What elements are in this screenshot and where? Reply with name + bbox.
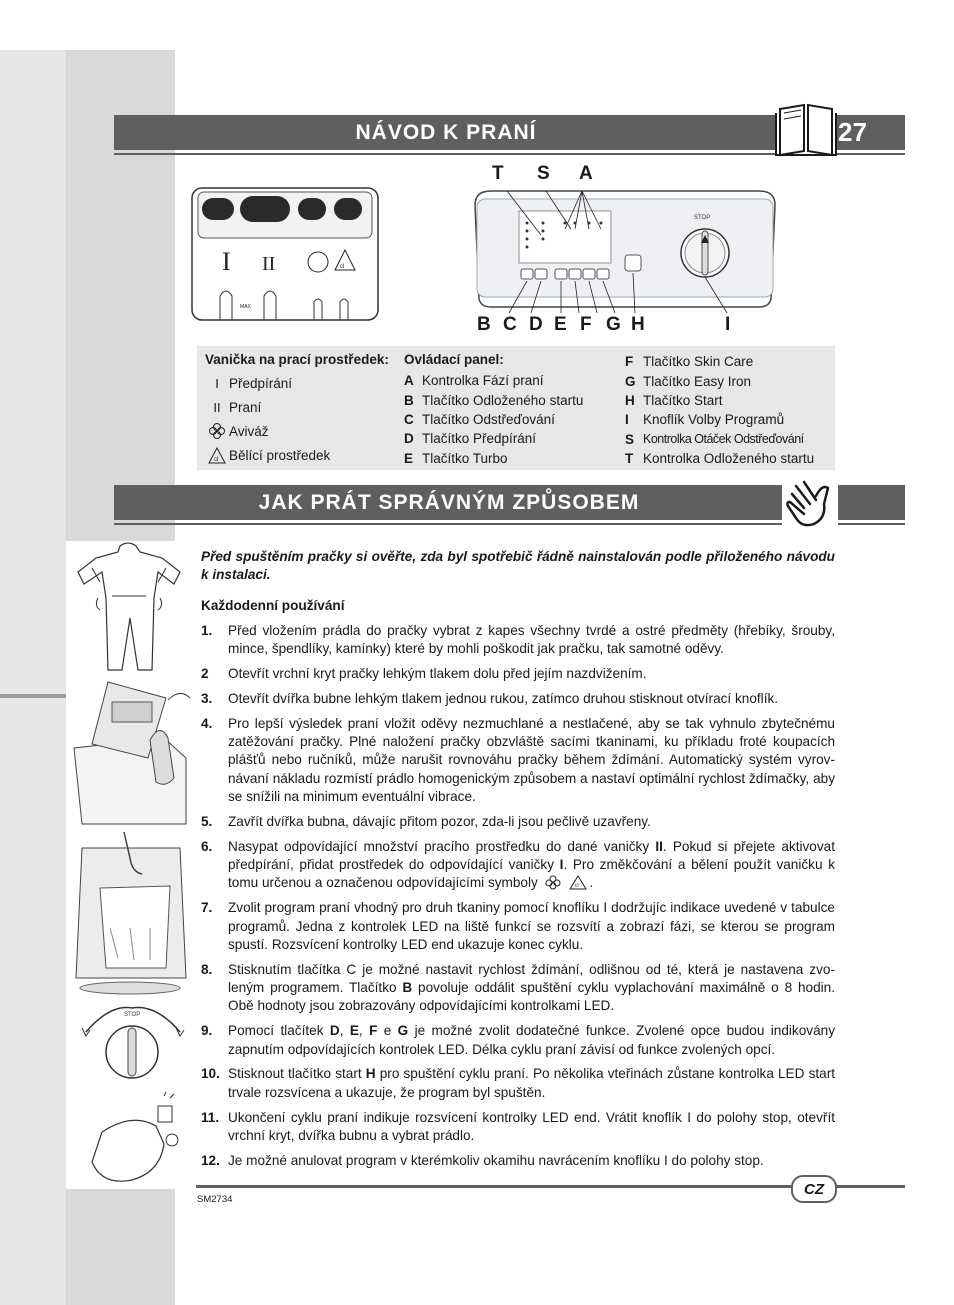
step-8: 8. Stisknutím tlačítka C je možné nastavit rychlost ždímání, odlišnou od té, která je nastavena zvo-leným programem. Tlačítko B povoluje oddálit spuštění cyklu vyplachování maximálně o 8 hodin. Obě hodnoty jsou zobrazovány odpovídajícími kontrolkami LED. (201, 961, 835, 1014)
svg-text:MAX: MAX (240, 304, 251, 310)
step-1: 1. Před vložením prádla do pračky vybrat z kapes všechny tvrdé a ostré předměty (hřebíky, šrouby, mince, špendlíky, kamínky) které by mohli poškodit jak pračku, tak samotné oděvy. (201, 622, 835, 657)
label-a: A (579, 163, 593, 184)
bleach-icon (205, 447, 229, 464)
book-icon (774, 101, 838, 157)
legend-panel-item: H Tlačítko Start (625, 392, 723, 408)
label-c: C (503, 314, 517, 335)
step-4: 4. Pro lepší výsledek praní vložit oděvy nezmuchlané a nestlačené, aby se tak vyhnulo zbytečnému zatěžování pračky. Plné naložení pračky obzvláště sacími tkaninami, ku příkladu froté koupacích plášťů nebo ručníků, může narušit rovnováhu pračky během ždímání. Automatický systém vyrov-návaní nákladu rozmístí prádlo homogenickým způsobem a nastaví optimální rychlost ždímačky, aby se snížili na minimum eventuální vibrace. (201, 715, 835, 805)
label-f: F (580, 314, 592, 335)
legend-panel-item: B Tlačítko Odloženého startu (404, 392, 584, 408)
bottom-letters (477, 314, 767, 336)
garment-pockets-illustration (70, 538, 188, 674)
header-bar-right-2 (836, 485, 905, 520)
detergent-drawer-diagram (190, 186, 380, 322)
step-7: 7. Zvolit program praní vhodný pro druh tkaniny pomocí knoflíku I dodržujíc indikace uvedené v tabulce programů. Jedna z kontrolek LED na liště funkcí se rozsvítí a zobrazí fázi, se kterou se program spustí. Rozsvícení kontrolky LED end ukazuje konec cyklu. (201, 900, 835, 952)
legend-panel-2 (625, 352, 814, 468)
language-badge: CZ (791, 1175, 837, 1203)
svg-text:STOP: STOP (124, 1012, 141, 1018)
compartment-ii-icon: II (213, 399, 221, 415)
washer-open-lid-illustration (68, 678, 192, 826)
section-title-navod: NÁVOD K PRANÍ (114, 115, 778, 150)
legend-drawer (205, 352, 389, 467)
step-9: 9. Pomocí tlačítek D, E, F e G je možné zvolit dodatečné funkce. Zvolené opce budou indikovány zapnutím odpovídajících kontrolek LED. Délka cyklu praní závisí od funkce zvolených opcí. (201, 1023, 835, 1057)
step-2: 2 Otevřít vrchní kryt pračky lehkým tlakem dolu před jejím nazdvižením. (201, 666, 647, 682)
step-6: 6. Nasypat odpovídající množství pracího prostředku do dané vaničky II. Pokud si přejete aktivovat předpírání, přidat prostředek do odpovídající vaničky I. Pro změkčování a bělení použít vaničku k tomu určenou a označenou odpovídajícími symboly cl . (201, 838, 835, 891)
step-3: 3. Otevřít dvířka bubne lehkým tlakem jednou rukou, zatímco druhou stisknout otvírací knoflík. (201, 690, 779, 706)
program-knob-illustration (70, 1002, 192, 1090)
svg-text:STOP: STOP (694, 215, 711, 221)
legend-panel-item: F Tlačítko Skin Care (625, 354, 754, 370)
subheading-daily-use: Každodenní používání (201, 597, 345, 613)
label-b: B (477, 314, 491, 335)
flower-icon (205, 422, 229, 440)
svg-text:I: I (222, 247, 231, 276)
legend-panel-item: D Tlačítko Předpírání (404, 431, 537, 447)
label-d: D (529, 314, 543, 335)
detergent-pour-illustration (70, 828, 192, 998)
legend-panel-title: Ovládací panel: (404, 352, 504, 367)
step-12: 12. Je možné anulovat program v kterémkoliv okamihu navrácením knoflíku I do polohy stop. (201, 1152, 764, 1168)
legend-panel-item: T Kontrolka Odloženého startu (625, 451, 815, 467)
svg-text:II: II (262, 253, 276, 275)
label-t: T (492, 163, 504, 184)
svg-text:cl: cl (340, 264, 345, 270)
step-11: 11. Ukončení cyklu praní indikuje rozsvícení kontrolky LED end. Vrátit knoflík I do polohy stop, otevřít vrchní kryt, dvířka bubnu a vybrat prádlo. (201, 1109, 835, 1143)
label-s: S (537, 163, 550, 184)
legend-panel-item: S Kontrolka Otáček Odstřeďování (625, 431, 804, 447)
legend-panel-item: E Tlačítko Turbo (404, 450, 508, 466)
document-code: SM2734 (197, 1194, 233, 1205)
legend-drawer-item: I Předpírání (205, 371, 389, 395)
legend-panel-item: A Kontrolka Fází praní (404, 373, 544, 389)
legend-drawer-item: cl Bělící prostředek (205, 443, 389, 467)
intro-note: Před spuštěním pračky si ověřte, zda byl spotřebič řádně nainstalován podle přiloženého návodu k instalaci. (201, 549, 835, 583)
legend-drawer-title: Vanička na prací prostředek: (205, 352, 389, 367)
label-i: I (725, 314, 731, 335)
label-h: H (631, 314, 645, 335)
legend-panel-item: I Knoflík Volby Programů (625, 412, 785, 428)
instructions-body (201, 548, 835, 1177)
legend-drawer-item: II Praní (205, 395, 389, 419)
label-e: E (554, 314, 567, 335)
svg-text:cl: cl (214, 456, 219, 463)
control-panel-diagram (471, 185, 779, 313)
step-5: 5. Zavřít dvířka bubna, dávajíc přitom pozor, zda-li jsou pečlivě uzavřeny. (201, 813, 651, 829)
bleach-icon (567, 875, 589, 890)
page-number: 27 (838, 117, 867, 147)
margin-band-outer (0, 50, 66, 1305)
legend-panel-item: C Tlačítko Odstřeďování (404, 411, 555, 427)
legend-panel-item: G Tlačítko Easy Iron (625, 373, 752, 389)
press-start-illustration (72, 1092, 190, 1188)
svg-text:cl: cl (575, 883, 579, 890)
legend-box (197, 346, 835, 470)
compartment-i-icon: I (215, 375, 219, 391)
step-10: 10. Stisknout tlačítko start H pro spuštění cyklu praní. Po několika vteřinách zůstane kontrolka LED start trvale rozsvícena a ukazuje, že program byl spuštěn. (201, 1066, 836, 1100)
flower-icon (542, 875, 564, 890)
legend-drawer-item: Aviváž (205, 419, 389, 443)
label-g: G (606, 314, 621, 335)
legend-panel (404, 352, 583, 468)
section-title-jak-prat: JAK PRÁT SPRÁVNÝM ZPŮSOBEM (114, 485, 784, 520)
hand-icon (782, 474, 838, 530)
